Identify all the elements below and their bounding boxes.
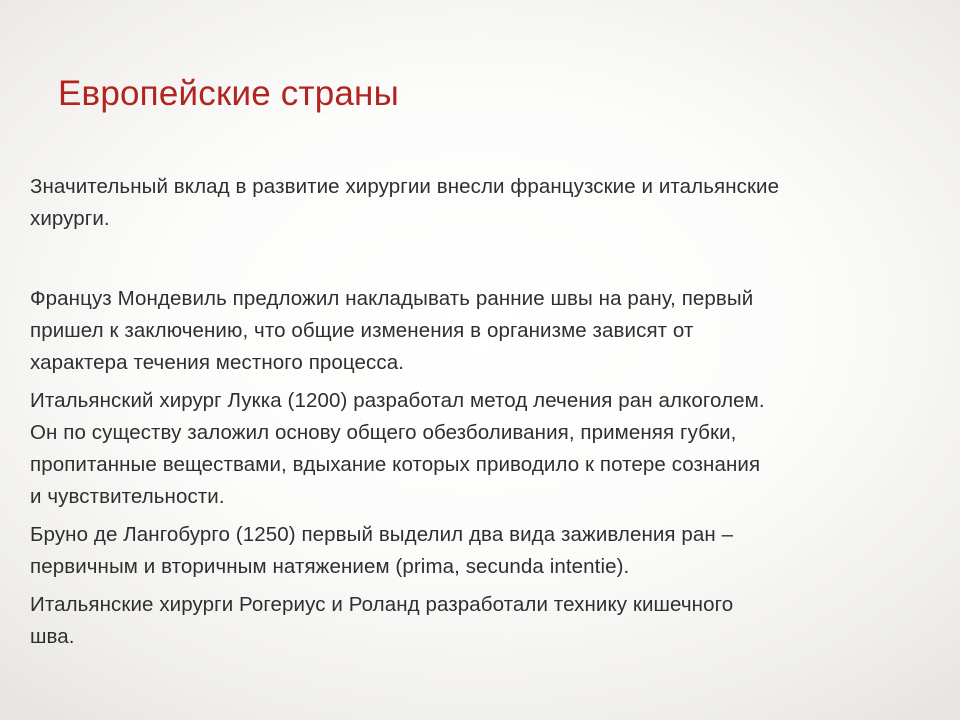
text-line: хирурги. [30,207,110,230]
text-line: и чувствительности. [30,485,225,508]
text-line: Значительный вклад в развитие хирургии внесли французские и итальянские [30,175,780,198]
text-line: шва. [30,625,75,648]
text-line: первичным и вторичным натяжением (prima, secunda intentie). [30,555,630,578]
text-line: Бруно де Лангобурго (1250) первый выделил два вида заживления ран – [30,523,734,546]
slide-body [30,171,910,653]
text-line: Итальянские хирурги Рогериус и Роланд разработали технику кишечного [30,593,734,616]
text-line: характера течения местного процесса. [30,351,405,374]
text-line: Француз Мондевиль предложил накладывать ранние швы на рану, первый [30,287,754,310]
paragraph-lucca [30,385,910,513]
text-line: Итальянский хирург Лукка (1200) разработал метод лечения ран алкоголем. [30,389,765,412]
paragraph-rogerius-roland [30,589,910,653]
paragraph-bruno [30,519,910,583]
text-line: пропитанные веществами, вдыхание которых приводило к потере сознания [30,453,761,476]
text-line: пришел к заключению, что общие изменения в организме зависят от [30,319,694,342]
text-line: Он по существу заложил основу общего обезболивания, применяя губки, [30,421,737,444]
paragraph-mondeville [30,283,910,379]
paragraph-french-italian-contribution [30,171,910,235]
slide-title: Европейские страны [58,74,399,113]
